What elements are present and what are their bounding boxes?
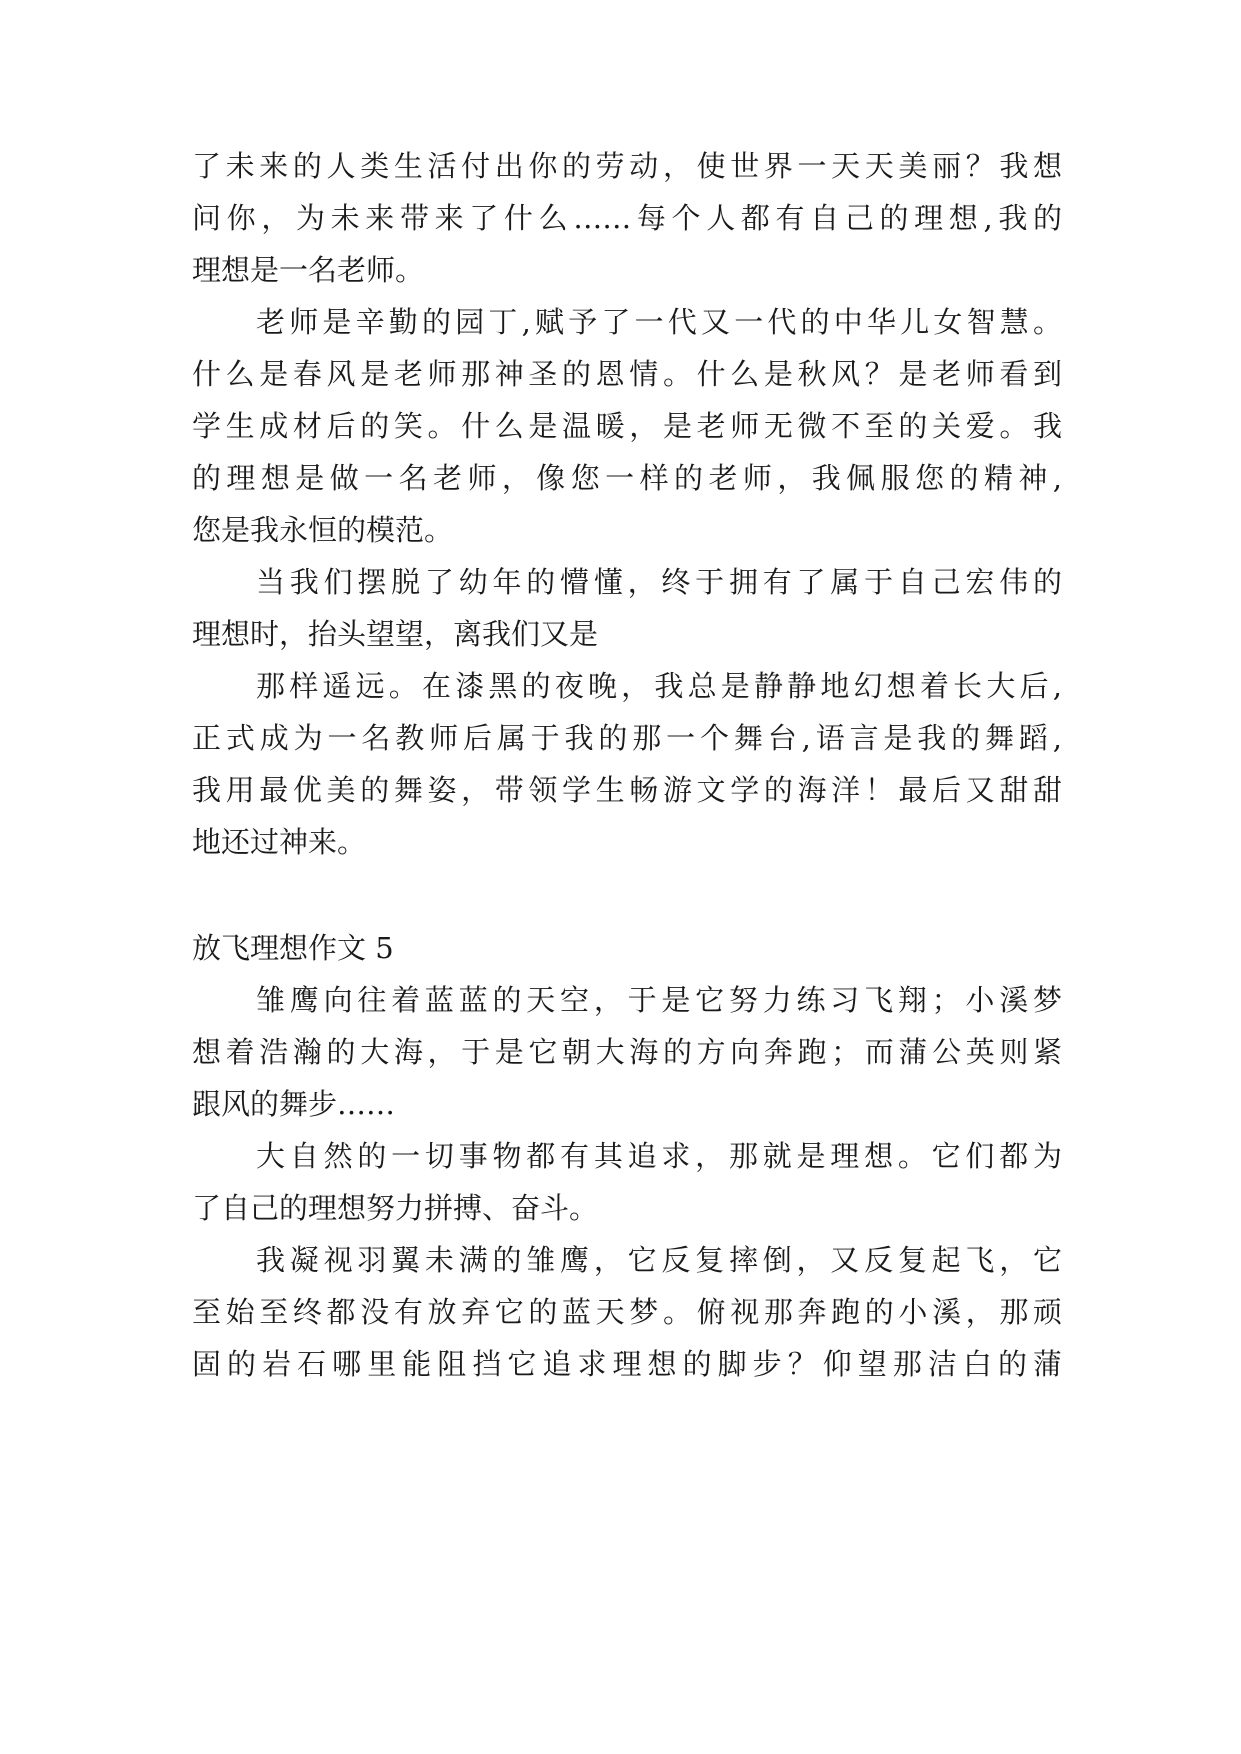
paragraph-line: 您是我永恒的模范。	[192, 513, 454, 547]
paragraph-line: 理想是一名老师。	[192, 253, 425, 287]
paragraph-line: 什么是春风是老师那神圣的恩情。什么是秋风？是老师看到	[192, 357, 1062, 391]
paragraph-line: 那样遥远。在漆黑的夜晚，我总是静静地幻想着长大后,	[256, 669, 1062, 703]
paragraph-line: 地还过神来。	[192, 825, 367, 859]
paragraph-line: 我凝视羽翼未满的雏鹰，它反复摔倒，又反复起飞，它	[256, 1243, 1062, 1277]
paragraph-line: 固的岩石哪里能阻挡它追求理想的脚步？仰望那洁白的蒲	[192, 1347, 1062, 1381]
paragraph-line: 问你，为未来带来了什么……每个人都有自己的理想,我的	[192, 201, 1062, 235]
paragraph-line: 至始至终都没有放弃它的蓝天梦。俯视那奔跑的小溪，那顽	[192, 1295, 1062, 1329]
paragraph-line: 了自己的理想努力拼搏、奋斗。	[192, 1191, 599, 1225]
paragraph-line: 当我们摆脱了幼年的懵懂，终于拥有了属于自己宏伟的	[256, 565, 1062, 599]
paragraph-line: 跟风的舞步……	[192, 1087, 396, 1121]
paragraph-line: 的理想是做一名老师，像您一样的老师，我佩服您的精神,	[192, 461, 1062, 495]
section-title: 放飞理想作文 5	[192, 931, 394, 965]
paragraph-line: 想着浩瀚的大海，于是它朝大海的方向奔跑；而蒲公英则紧	[192, 1035, 1062, 1069]
paragraph-line: 雏鹰向往着蓝蓝的天空，于是它努力练习飞翔；小溪梦	[256, 983, 1062, 1017]
paragraph-line: 大自然的一切事物都有其追求，那就是理想。它们都为	[256, 1139, 1062, 1173]
paragraph-line: 学生成材后的笑。什么是温暖，是老师无微不至的关爱。我	[192, 409, 1062, 443]
paragraph-line: 正式成为一名教师后属于我的那一个舞台,语言是我的舞蹈,	[192, 721, 1062, 755]
paragraph-line: 了未来的人类生活付出你的劳动，使世界一天天美丽？我想	[192, 149, 1062, 183]
paragraph-line: 理想时，抬头望望，离我们又是	[192, 617, 599, 651]
paragraph-line: 老师是辛勤的园丁,赋予了一代又一代的中华儿女智慧。	[256, 305, 1062, 339]
paragraph-line: 我用最优美的舞姿，带领学生畅游文学的海洋！最后又甜甜	[192, 773, 1062, 807]
